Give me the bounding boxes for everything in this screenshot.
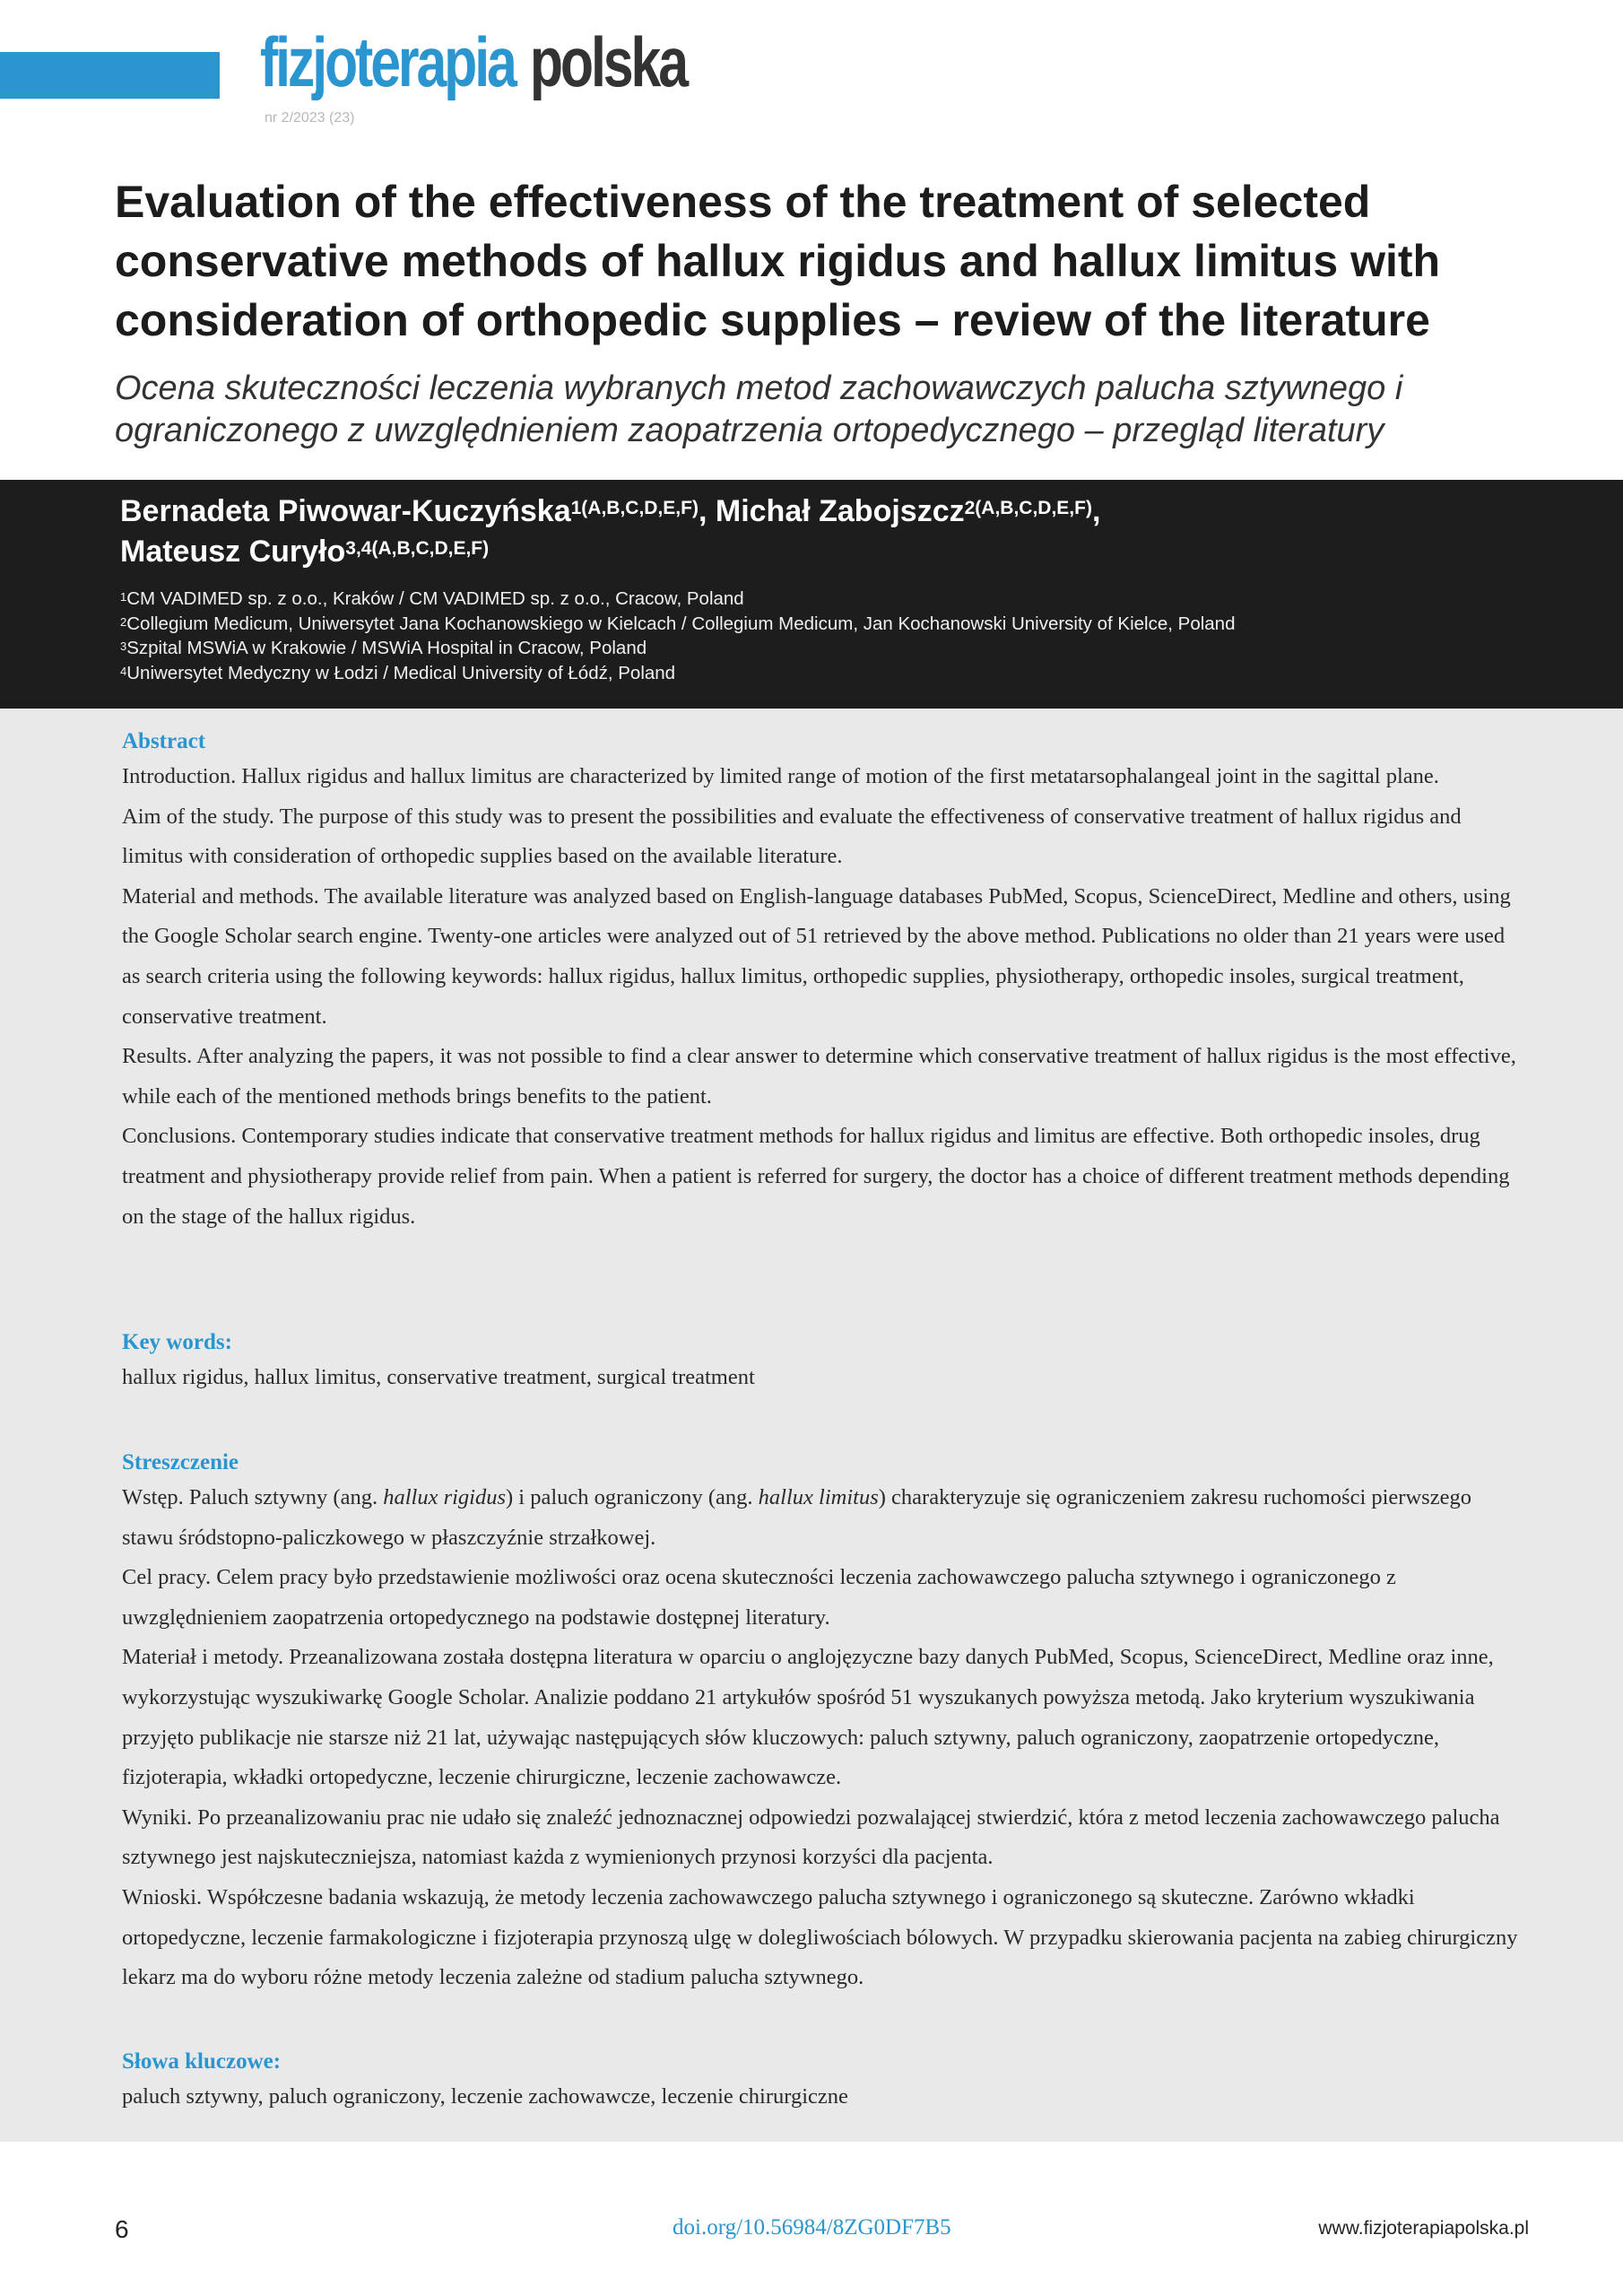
keywords-section — [122, 1327, 1521, 1398]
streszczenie-wyniki: Wyniki. Po przeanalizowaniu prac nie udało się znaleźć jednoznacznej odpowiedzi pozwalającej stwierdzić, która z metod leczenia zachowawczego palucha sztywnego jest najskuteczniejsza, natomiast każda z wymienionych przynosi korzyści dla pacjenta. — [122, 1805, 1500, 1870]
author-affiliation-marker: 1(A,B,C,D,E,F) — [570, 498, 699, 518]
abstract-results: Results. After analyzing the papers, it was not possible to find a clear answer to determine which conservative treatment of hallux rigidus is the most effective, while each of the mentioned methods brings benefits to the patient. — [122, 1044, 1516, 1109]
logo-word-1: fizjoterapia — [260, 22, 515, 101]
affiliation-number: 4 — [120, 664, 127, 678]
abstract-aim: Aim of the study. The purpose of this study was to present the possibilities and evaluate the effectiveness of conservative treatment of hallux rigidus and limitus with consideration of orthopedic supplies based on the available literature. — [122, 804, 1462, 869]
latin-term: hallux limitus — [758, 1485, 879, 1509]
affiliation-text: CM VADIMED sp. z o.o., Kraków / CM VADIMED sp. z o.o., Cracow, Poland — [126, 588, 744, 609]
streszczenie-section — [122, 1448, 1521, 1998]
slowa-kluczowe-heading: Słowa kluczowe: — [122, 2049, 282, 2074]
website-link[interactable]: www.fizjoterapiapolska.pl — [1318, 2218, 1529, 2239]
streszczenie-body — [122, 1478, 1521, 1998]
author-affiliation-marker: 3,4(A,B,C,D,E,F) — [345, 538, 490, 559]
text-run: Wstęp. Paluch sztywny (ang. — [122, 1485, 384, 1509]
text-run: ) charakteryzuje się ograniczeniem zakresu ruchomości pierwszego stawu śródstopno-paliczkowego w płaszczyźnie strzałkowej. — [122, 1485, 1471, 1550]
abstract-methods: Material and methods. The available literature was analyzed based on English-language databases PubMed, Scopus, ScienceDirect, Medline and others, using the Google Scholar search engine. Twenty-one articles were analyzed out of 51 retrieved by the above method. Publications no older than 21 years were used as search criteria using the following keywords: hallux rigidus, hallux limitus, orthopedic supplies, physiotherapy, orthopedic insoles, surgical treatment, conservative treatment. — [122, 883, 1511, 1029]
article-title: Evaluation of the effectiveness of the treatment of selected conservative methods of hallux rigidus and hallux limitus with consideration of orthopedic supplies – review of the literature — [115, 177, 1441, 345]
abstract-section — [122, 726, 1521, 1237]
affiliation-item — [120, 587, 1555, 612]
header-accent-bar — [0, 52, 220, 99]
affiliation-item — [120, 661, 1555, 686]
journal-logo — [260, 22, 686, 101]
keywords-text: hallux rigidus, hallux limitus, conservative treatment, surgical treatment — [122, 1365, 755, 1389]
abstract-conclusions: Conclusions. Contemporary studies indicate that conservative treatment methods for hallux rigidus and limitus are effective. Both orthopedic insoles, drug treatment and physiotherapy provide relief from pain. When a patient is referred for surgery, the doctor has a choice of different treatment methods depending on the stage of the hallux rigidus. — [122, 1124, 1510, 1229]
keywords-heading: Key words: — [122, 1330, 232, 1354]
streszczenie-cel: Cel pracy. Celem pracy było przedstawienie możliwości oraz ocena skuteczności leczenia zachowawczego palucha sztywnego i ograniczonego z uwzględnieniem zaopatrzenia ortopedycznego na podstawie dostępnej literatury. — [122, 1565, 1396, 1630]
author-name: Michał Zabojszcz — [715, 494, 965, 528]
author-separator: , — [698, 494, 716, 528]
authors-list — [120, 491, 1555, 572]
streszczenie-wstep — [122, 1478, 1521, 1558]
abstract-body — [122, 757, 1521, 1237]
slowa-kluczowe-text: paluch sztywny, paluch ograniczony, leczenie zachowawcze, leczenie chirurgiczne — [122, 2084, 848, 2109]
author-affiliation-marker: 2(A,B,C,D,E,F) — [964, 498, 1092, 518]
affiliation-text: Szpital MSWiA w Krakowie / MSWiA Hospital in Cracow, Poland — [126, 638, 647, 658]
abstract-introduction: Introduction. Hallux rigidus and hallux limitus are characterized by limited range of motion of the first metatarsophalangeal joint in the sagittal plane. — [122, 764, 1439, 788]
affiliation-number: 2 — [120, 614, 127, 629]
affiliation-text: Uniwersytet Medyczny w Łodzi / Medical University of Łódź, Poland — [126, 662, 676, 683]
affiliations-list — [120, 587, 1555, 685]
article-title-polish: Ocena skuteczności leczenia wybranych metod zachowawczych palucha sztywnego i ograniczonego z uwzględnieniem zaopatrzenia ortopedycznego – przegląd literatury — [115, 370, 1403, 449]
author-name: Bernadeta Piwowar-Kuczyńska — [120, 494, 571, 528]
slowa-kluczowe-section — [122, 2047, 1521, 2118]
streszczenie-wnioski: Wnioski. Współczesne badania wskazują, że metody leczenia zachowawczego palucha sztywnego i ograniczonego są skuteczne. Zarówno wkładki ortopedyczne, leczenie farmakologiczne i fizjoterapia przynoszą ulgę w dolegliwościach bólowych. W przypadku skierowania pacjenta na zabieg chirurgiczny lekarz ma do wyboru różne metody leczenia zależne od stadium palucha sztywnego. — [122, 1884, 1518, 1990]
doi-link[interactable]: doi.org/10.56984/8ZG0DF7B5 — [673, 2215, 951, 2239]
streszczenie-metody: Materiał i metody. Przeanalizowana została dostępna literatura w oparciu o anglojęzyczne bazy danych PubMed, Scopus, ScienceDirect, Medline oraz inne, wykorzystując wyszukiwarkę Google Scholar. Analizie poddano 21 artykułów spośród 51 wyszukanych powyższa metodą. Jako kryterium wyszukiwania przyjęto publikacje nie starsze niż 21 lat, używając następujących słów kluczowych: paluch sztywny, paluch ograniczony, zaopatrzenie ortopedyczne, fizjoterapia, wkładki ortopedyczne, leczenie chirurgiczne, leczenie zachowawcze. — [122, 1645, 1494, 1790]
streszczenie-heading: Streszczenie — [122, 1450, 239, 1474]
logo-word-2: polska — [529, 22, 686, 101]
page-number: 6 — [115, 2215, 129, 2243]
text-run: ) i paluch ograniczony (ang. — [506, 1485, 759, 1509]
affiliation-item — [120, 636, 1555, 661]
affiliation-text: Collegium Medicum, Uniwersytet Jana Kochanowskiego w Kielcach / Collegium Medicum, Jan Kochanowski University of Kielce, Poland — [126, 613, 1236, 634]
author-name: Mateusz Curyło — [120, 535, 346, 569]
issue-number: nr 2/2023 (23) — [265, 110, 355, 126]
affiliation-number: 3 — [120, 639, 127, 653]
author-separator: , — [1091, 494, 1101, 528]
abstract-heading: Abstract — [122, 729, 206, 753]
affiliation-item — [120, 612, 1555, 637]
latin-term: hallux rigidus — [383, 1485, 507, 1509]
affiliation-number: 1 — [120, 590, 127, 604]
